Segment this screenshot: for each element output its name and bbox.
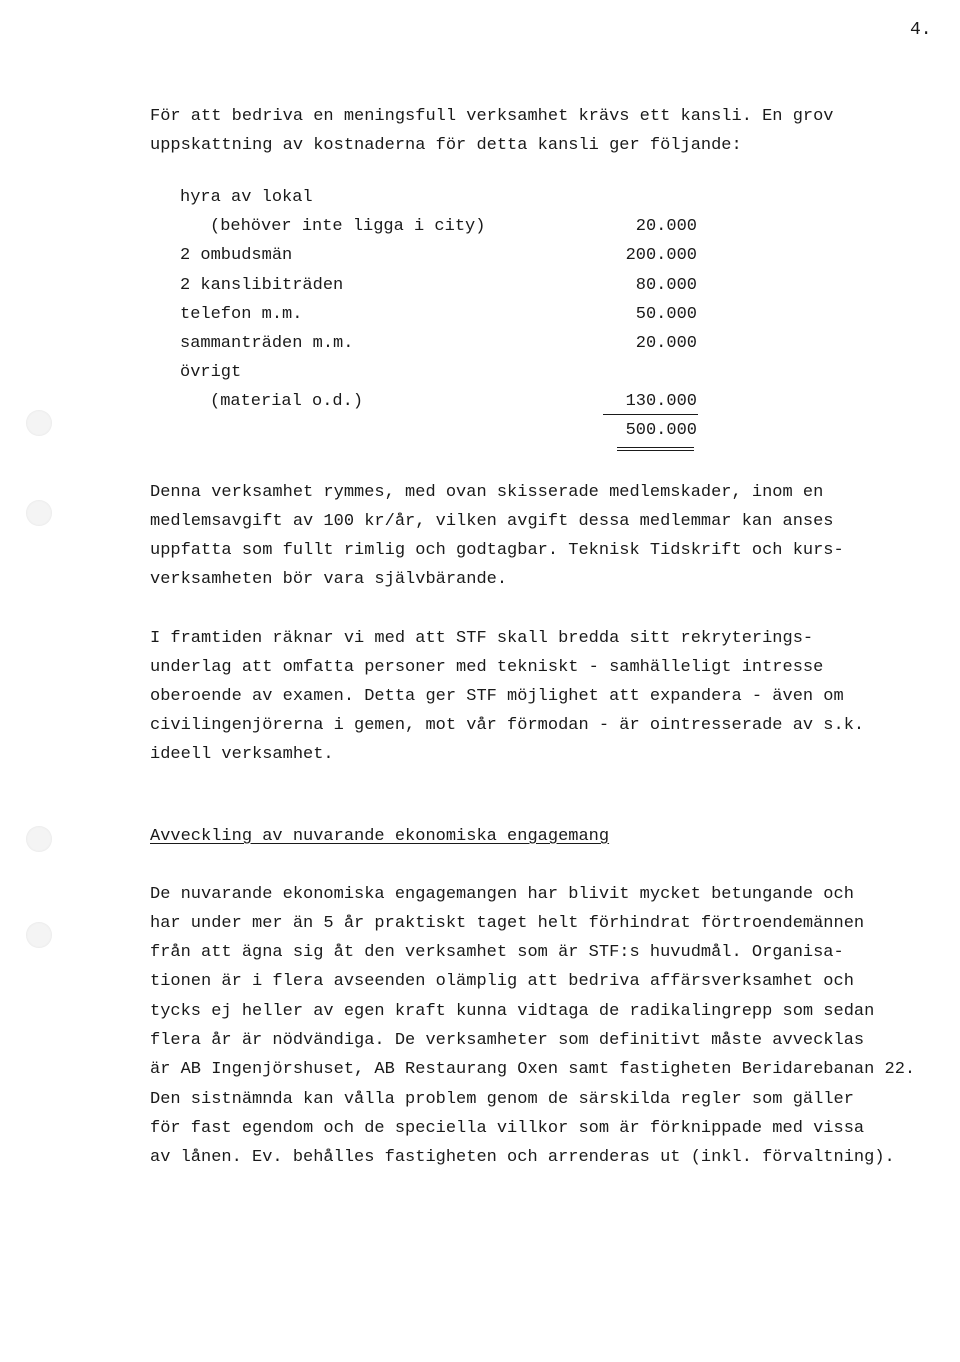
budget-label: övrigt [180, 363, 242, 382]
paragraph-line: oberoende av examen. Detta ger STF möjlighet att expandera - även om [150, 687, 844, 706]
paragraph-line: underlag att omfatta personer med tekniskt - samhälleligt intresse [150, 658, 824, 677]
budget-amount: 80.000 [635, 276, 697, 295]
page-number: 4. [910, 20, 932, 40]
budget-label: telefon m.m. [180, 305, 303, 324]
paragraph-line: av lånen. Ev. behålles fastigheten och arrenderas ut (inkl. förvaltning). [150, 1148, 895, 1167]
paragraph-line: har under mer än 5 år praktiskt taget helt förhindrat förtroendemännen [150, 914, 865, 933]
paragraph-line: ideell verksamhet. [150, 745, 334, 764]
paragraph-line: Den sistnämnda kan vålla problem genom de särskilda regler som gäller [150, 1090, 854, 1109]
budget-amount: 50.000 [635, 305, 697, 324]
intro-line: För att bedriva en meningsfull verksamhet krävs ett kansli. En grov [150, 107, 834, 126]
budget-label: hyra av lokal [180, 188, 313, 207]
paragraph-line: för fast egendom och de speciella villkor som är förknippade med vissa [150, 1119, 865, 1138]
budget-label: sammanträden m.m. [180, 334, 354, 353]
total-double-rule [617, 447, 694, 451]
paragraph-line: De nuvarande ekonomiska engagemangen har blivit mycket betungande och [150, 885, 854, 904]
budget-amount: 130.000 [625, 392, 697, 411]
paragraph-line: är AB Ingenjörshuset, AB Restaurang Oxen samt fastigheten Beridarebanan 22. [150, 1060, 916, 1079]
subtotal-rule [603, 414, 698, 415]
section-heading: Avveckling av nuvarande ekonomiska engagemang [150, 827, 610, 846]
paragraph-line: verksamheten bör vara självbärande. [150, 570, 508, 589]
budget-label: 2 kanslibiträden [180, 276, 344, 295]
paragraph-line: flera år är nödvändiga. De verksamheter som definitivt måste avvecklas [150, 1031, 865, 1050]
paragraph-line: uppfatta som fullt rimlig och godtagbar. Teknisk Tidskrift och kurs- [150, 541, 844, 560]
budget-total: 500.000 [625, 421, 697, 440]
paragraph-line: tycks ej heller av egen kraft kunna vidtaga de radikalingrepp som sedan [150, 1002, 875, 1021]
paragraph-line: medlemsavgift av 100 kr/år, vilken avgift dessa medlemmar kan anses [150, 512, 834, 531]
paragraph-line: I framtiden räknar vi med att STF skall bredda sitt rekryterings- [150, 629, 814, 648]
budget-label: (behöver inte ligga i city) [210, 217, 486, 236]
punch-hole-mark [26, 826, 52, 852]
intro-line: uppskattning av kostnaderna för detta kansli ger följande: [150, 136, 742, 155]
punch-hole-mark [26, 922, 52, 948]
budget-amount: 20.000 [635, 334, 697, 353]
paragraph-line: från att ägna sig åt den verksamhet som är STF:s huvudmål. Organisa- [150, 943, 844, 962]
budget-amount: 20.000 [635, 217, 697, 236]
paragraph-line: Denna verksamhet rymmes, med ovan skisserade medlemskader, inom en [150, 483, 824, 502]
budget-label: 2 ombudsmän [180, 246, 293, 265]
paragraph-line: tionen är i flera avseenden olämplig att bedriva affärsverksamhet och [150, 972, 854, 991]
budget-amount: 200.000 [625, 246, 697, 265]
punch-hole-mark [26, 500, 52, 526]
budget-label: (material o.d.) [210, 392, 364, 411]
punch-hole-mark [26, 410, 52, 436]
paragraph-line: civilingenjörerna i gemen, mot vår förmodan - är ointresserade av s.k. [150, 716, 865, 735]
